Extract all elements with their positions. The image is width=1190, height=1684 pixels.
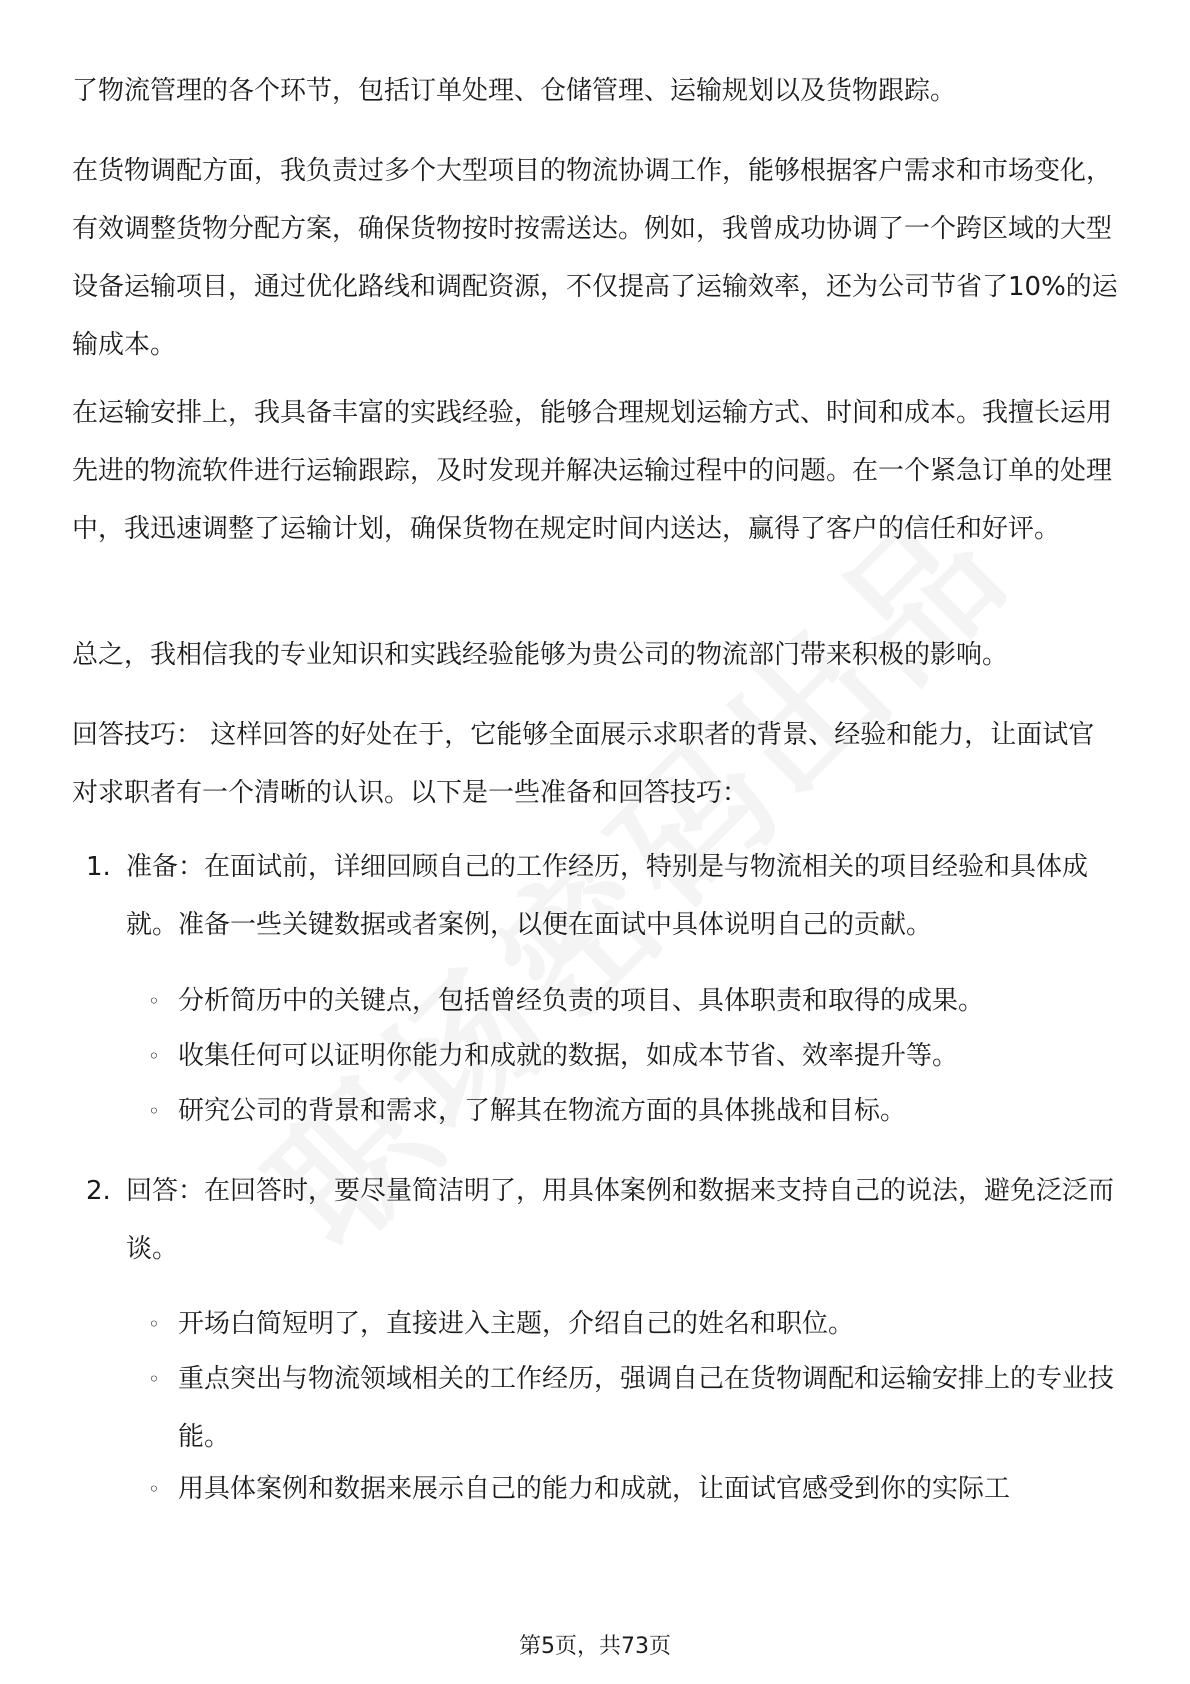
- paragraph-answer-tips: 回答技巧： 这样回答的好处在于，它能够全面展示求职者的背景、经验和能力，让面试官对求职者有一个清晰的认识。以下是一些准备和回答技巧：: [72, 720, 1095, 808]
- bullet-item: [148, 1082, 1120, 1140]
- bullet-text: 收集任何可以证明你能力和成就的数据，如成本节省、效率提升等。: [178, 1041, 959, 1071]
- list-item-text: 回答：在回答时，要尽量简洁明了，用具体案例和数据来支持自己的说法，避免泛泛而谈。: [126, 1176, 1115, 1264]
- paragraph-transport-arrangement: 在运输安排上，我具备丰富的实践经验，能够合理规划运输方式、时间和成本。我擅长运用先进的物流软件进行运输跟踪，及时发现并解决运输过程中的问题。在一个紧急订单的处理中，我迅速调整了运输计划，确保货物在规定时间内送达，赢得了客户的信任和好评。: [72, 398, 1113, 544]
- bullet-circle-icon: ◦: [148, 1367, 160, 1391]
- bullet-circle-icon: ◦: [148, 1477, 160, 1501]
- bullet-circle-icon: ◦: [148, 989, 160, 1013]
- bullet-item: [148, 972, 1120, 1030]
- bullet-text: 开场白简短明了，直接进入主题，介绍自己的姓名和职位。: [178, 1309, 855, 1339]
- bullet-text: 用具体案例和数据来展示自己的能力和成就，让面试官感受到你的实际工: [178, 1474, 1011, 1504]
- bullet-circle-icon: ◦: [148, 1099, 160, 1123]
- list-number: 1.: [86, 852, 111, 882]
- list-item-prepare: [86, 838, 1120, 954]
- bullet-item: [148, 1350, 1120, 1466]
- page-number-footer: 第5页，共73页: [519, 1634, 671, 1659]
- bullet-text: 重点突出与物流领域相关的工作经历，强调自己在货物调配和运输安排上的专业技能。: [178, 1364, 1115, 1452]
- paragraph-intro-continued: 了物流管理的各个环节，包括订单处理、仓储管理、运输规划以及货物跟踪。: [72, 76, 957, 106]
- bullet-item: [148, 1027, 1120, 1085]
- list-number: 2.: [86, 1176, 111, 1206]
- list-item-answer: [86, 1162, 1120, 1278]
- bullet-text: 分析简历中的关键点，包括曾经负责的项目、具体职责和取得的成果。: [178, 986, 985, 1016]
- bullet-circle-icon: ◦: [148, 1044, 160, 1068]
- paragraph-conclusion: 总之，我相信我的专业知识和实践经验能够为贵公司的物流部门带来积极的影响。: [72, 640, 1009, 670]
- list-item-text: 准备：在面试前，详细回顾自己的工作经历，特别是与物流相关的项目经验和具体成就。准备一些关键数据或者案例，以便在面试中具体说明自己的贡献。: [126, 852, 1089, 940]
- paragraph-goods-allocation: 在货物调配方面，我负责过多个大型项目的物流协调工作，能够根据客户需求和市场变化，有效调整货物分配方案，确保货物按时按需送达。例如，我曾成功协调了一个跨区域的大型设备运输项目，通过优化路线和调配资源，不仅提高了运输效率，还为公司节省了10%的运输成本。: [72, 156, 1118, 360]
- bullet-item: [148, 1460, 1120, 1518]
- bullet-item: [148, 1295, 1120, 1353]
- bullet-text: 研究公司的背景和需求，了解其在物流方面的具体挑战和目标。: [178, 1096, 907, 1126]
- bullet-circle-icon: ◦: [148, 1312, 160, 1336]
